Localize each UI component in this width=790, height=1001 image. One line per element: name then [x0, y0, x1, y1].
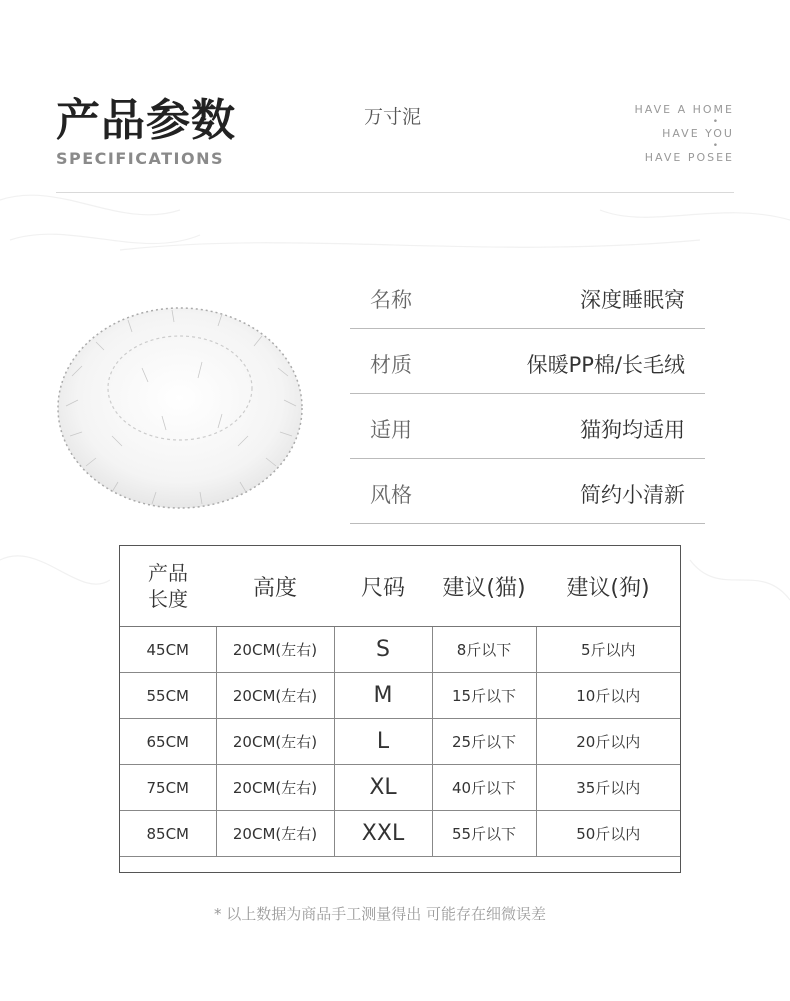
spec-value: 简约小清新 [580, 483, 685, 507]
table-header-row [120, 546, 680, 627]
table-cell: XL [334, 765, 432, 811]
table-cell: XXL [334, 811, 432, 857]
table-footer-space [120, 857, 680, 872]
column-header: 尺码 [334, 546, 432, 627]
header-divider [56, 192, 734, 193]
table-cell: 20CM(左右) [216, 627, 334, 673]
table-cell: 45CM [120, 627, 216, 673]
table-cell: 75CM [120, 765, 216, 811]
table-cell: 10斤以内 [536, 673, 680, 719]
table-cell: 55CM [120, 673, 216, 719]
spec-value: 保暖PP棉/长毛绒 [526, 353, 685, 377]
table-cell: 85CM [120, 811, 216, 857]
table-row [120, 627, 680, 673]
page-title: 产品参数 [56, 95, 236, 146]
slogan-line: HAVE A HOME [634, 103, 734, 116]
column-header-line: 产品 [148, 561, 188, 585]
table-row [120, 673, 680, 719]
table-cell: 55斤以下 [432, 811, 536, 857]
column-header: 建议(猫) [432, 546, 536, 627]
table-cell: 20CM(左右) [216, 765, 334, 811]
table-cell: S [334, 627, 432, 673]
pet-bed-sketch [52, 296, 312, 516]
table-cell: 15斤以下 [432, 673, 536, 719]
table-cell: 40斤以下 [432, 765, 536, 811]
column-header: 建议(狗) [536, 546, 680, 627]
spec-row-name [350, 264, 705, 329]
table-cell: M [334, 673, 432, 719]
disclaimer-note: * 以上数据为商品手工测量得出 可能存在细微误差 [213, 905, 547, 923]
column-header [120, 546, 216, 627]
spec-label: 名称 [370, 288, 412, 312]
spec-label: 风格 [370, 483, 412, 507]
spec-label: 适用 [370, 418, 412, 442]
table-cell: 20CM(左右) [216, 811, 334, 857]
spec-value: 深度睡眠窝 [580, 288, 685, 312]
table-cell: 50斤以内 [536, 811, 680, 857]
slogan-dot: • [712, 141, 720, 151]
slogan-dot: • [712, 117, 720, 127]
spec-row-suitable [350, 394, 705, 459]
spec-label: 材质 [370, 353, 412, 377]
table-cell: 20CM(左右) [216, 673, 334, 719]
column-header-line: 长度 [148, 587, 188, 611]
table-cell: 25斤以下 [432, 719, 536, 765]
slogan-line: HAVE POSEE [644, 151, 734, 164]
table-cell: L [334, 719, 432, 765]
table-cell: 8斤以下 [432, 627, 536, 673]
table-row [120, 765, 680, 811]
table-cell: 20CM(左右) [216, 719, 334, 765]
size-table [119, 545, 681, 873]
table-row [120, 811, 680, 857]
spec-row-material [350, 329, 705, 394]
brand-name: 万寸泥 [364, 106, 422, 128]
table-cell: 20斤以内 [536, 719, 680, 765]
column-header: 高度 [216, 546, 334, 627]
table-cell: 35斤以内 [536, 765, 680, 811]
spec-value: 猫狗均适用 [580, 418, 685, 442]
slogan-line: HAVE YOU [662, 127, 734, 140]
spec-list [350, 264, 705, 524]
spec-row-style [350, 459, 705, 524]
slogan [635, 104, 734, 164]
table-cell: 5斤以内 [536, 627, 680, 673]
page-subtitle: SPECIFICATIONS [56, 149, 225, 168]
table-row [120, 719, 680, 765]
table-cell: 65CM [120, 719, 216, 765]
